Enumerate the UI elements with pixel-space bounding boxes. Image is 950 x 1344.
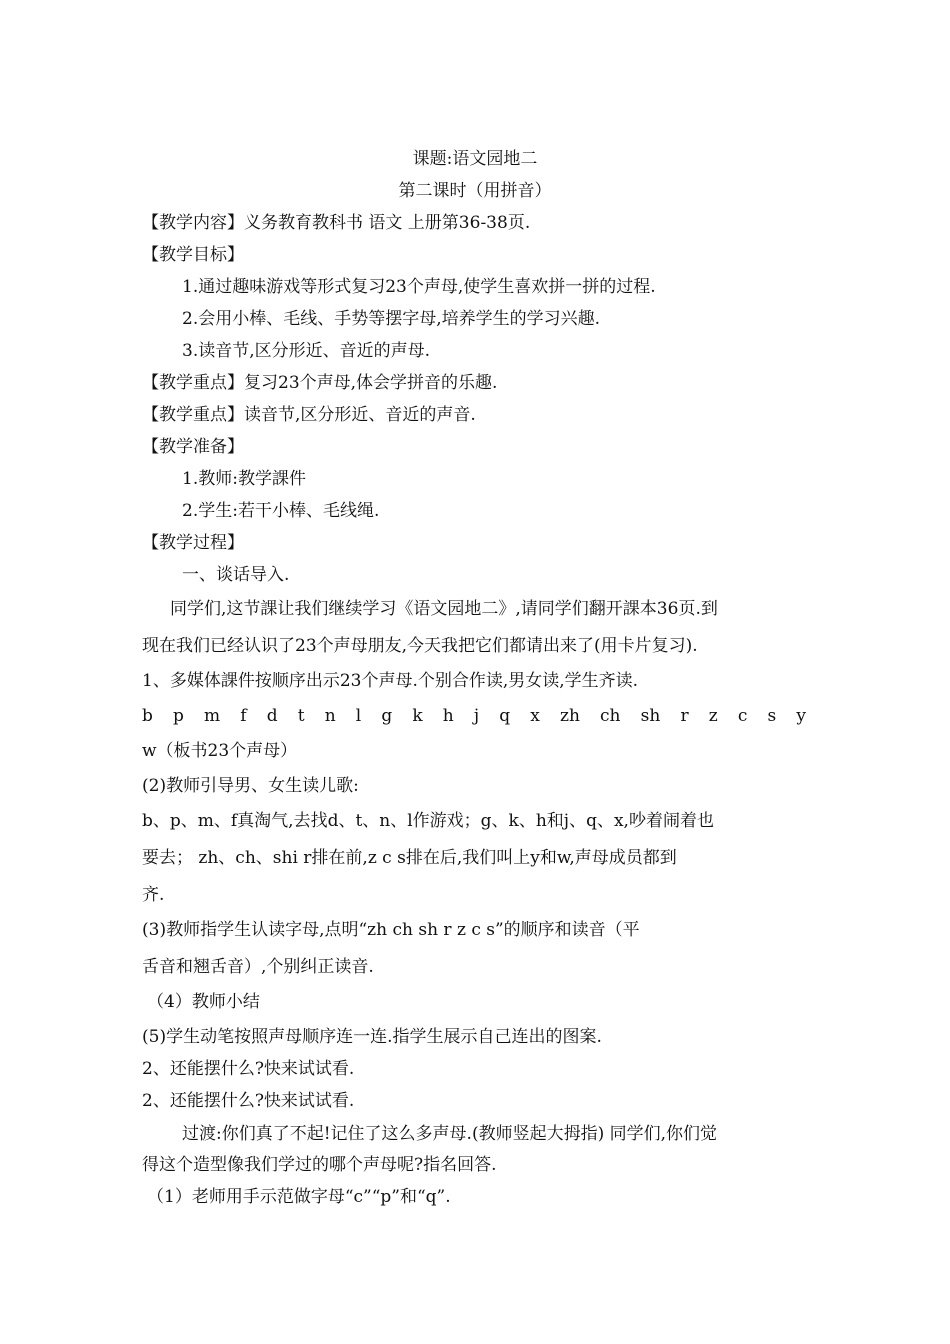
- pinyin-letter: n: [324, 706, 336, 726]
- pinyin-letter: q: [499, 706, 511, 726]
- pinyin-letter: s: [767, 706, 777, 726]
- paragraph-12: （1）老师用手示范做字母“c”“p”和“q”.: [147, 1187, 451, 1207]
- goal-item-3: 3.读音节,区分形近、音近的声母.: [182, 341, 431, 361]
- paragraph-1-line-1: 同学们,这节課让我们继续学习《语文园地二》,请同学们翻开課本36页.到: [170, 599, 718, 619]
- pinyin-letter: m: [204, 706, 221, 726]
- pinyin-letter: h: [442, 706, 454, 726]
- goal-item-1: 1.通过趣味游戏等形式复习23个声母,使学生喜欢拼一拼的过程.: [182, 277, 656, 297]
- key-point-1: 【教学重点】复习23个声母,体会学拼音的乐趣.: [142, 373, 498, 393]
- pinyin-letter: p: [173, 706, 184, 726]
- pinyin-letter: f: [240, 706, 247, 726]
- lesson-subtitle: 第二课时（用拼音）: [398, 181, 552, 201]
- rhyme-line-1: b、p、m、f真淘气,去找d、t、n、l作游戏；g、k、h和j、q、x,吵着闹着也: [142, 811, 714, 831]
- preparation-item-1: 1.教师:教学課件: [182, 469, 306, 489]
- preparation-item-2: 2.学生:若干小棒、毛线绳.: [182, 501, 380, 521]
- pinyin-letter: ch: [600, 706, 621, 726]
- process-heading: 【教学过程】: [142, 533, 244, 553]
- pinyin-letter: z: [708, 706, 718, 726]
- pinyin-row: [142, 705, 806, 727]
- pinyin-letter: k: [412, 706, 423, 726]
- paragraph-3: w（板书23个声母）: [142, 741, 298, 761]
- teaching-goals-heading: 【教学目标】: [142, 245, 244, 265]
- paragraph-9: 2、还能摆什么?快来试试看.: [142, 1059, 355, 1079]
- preparation-heading: 【教学准备】: [142, 437, 244, 457]
- pinyin-letter: y: [796, 706, 806, 726]
- goal-item-2: 2.会用小棒、毛线、手势等摆字母,培养学生的学习兴趣.: [182, 309, 601, 329]
- pinyin-letter: l: [355, 706, 362, 726]
- paragraph-8: (5)学生动笔按照声母顺序连一连.指学生展示自己连出的图案.: [142, 1027, 602, 1047]
- paragraph-1-line-2: 现在我们已经认识了23个声母朋友,今天我把它们都请出来了(用卡片复习).: [142, 636, 698, 656]
- pinyin-letter: c: [737, 706, 748, 726]
- pinyin-letter: g: [381, 706, 393, 726]
- paragraph-2: 1、多媒体課件按顺序出示23个声母.个别合作读,男女读,学生齐读.: [142, 671, 639, 691]
- rhyme-line-3: 齐.: [142, 885, 165, 905]
- key-point-2: 【教学重点】读音节,区分形近、音近的声音.: [142, 405, 476, 425]
- transition-line-1: 过渡:你们真了不起!记住了这么多声母.(教师竖起大拇指) 同学们,你们觉: [182, 1124, 718, 1144]
- pinyin-letter: d: [266, 706, 278, 726]
- lesson-title: 课题:语文园地二: [412, 149, 538, 169]
- transition-line-2: 得这个造型像我们学过的哪个声母呢?指名回答.: [142, 1155, 497, 1175]
- pinyin-letter: t: [297, 706, 305, 726]
- pinyin-letter: b: [142, 706, 153, 726]
- paragraph-6-line-2: 舌音和翘舌音）,个别纠正读音.: [142, 957, 374, 977]
- paragraph-10: 2、还能摆什么?快来试试看.: [142, 1091, 355, 1111]
- paragraph-4: (2)教师引导男、女生读儿歌:: [142, 776, 359, 796]
- rhyme-line-2: 要去； zh、ch、shi r排在前,z c s排在后,我们叫上y和w,声母成员都到: [142, 848, 677, 868]
- pinyin-letter: zh: [560, 706, 580, 726]
- paragraph-6-line-1: (3)教师指学生认读字母,点明“zh ch sh r z c s”的顺序和读音（平: [142, 920, 640, 940]
- paragraph-7: （4）教师小结: [147, 992, 260, 1012]
- pinyin-letter: j: [473, 706, 480, 726]
- pinyin-letter: x: [530, 706, 540, 726]
- step-heading-1: 一、谈话导入.: [182, 565, 290, 585]
- teaching-content-line: 【教学内容】义务教育教科书 语文 上册第36-38页.: [142, 213, 531, 233]
- pinyin-letter: sh: [640, 706, 661, 726]
- pinyin-letter: r: [680, 706, 689, 726]
